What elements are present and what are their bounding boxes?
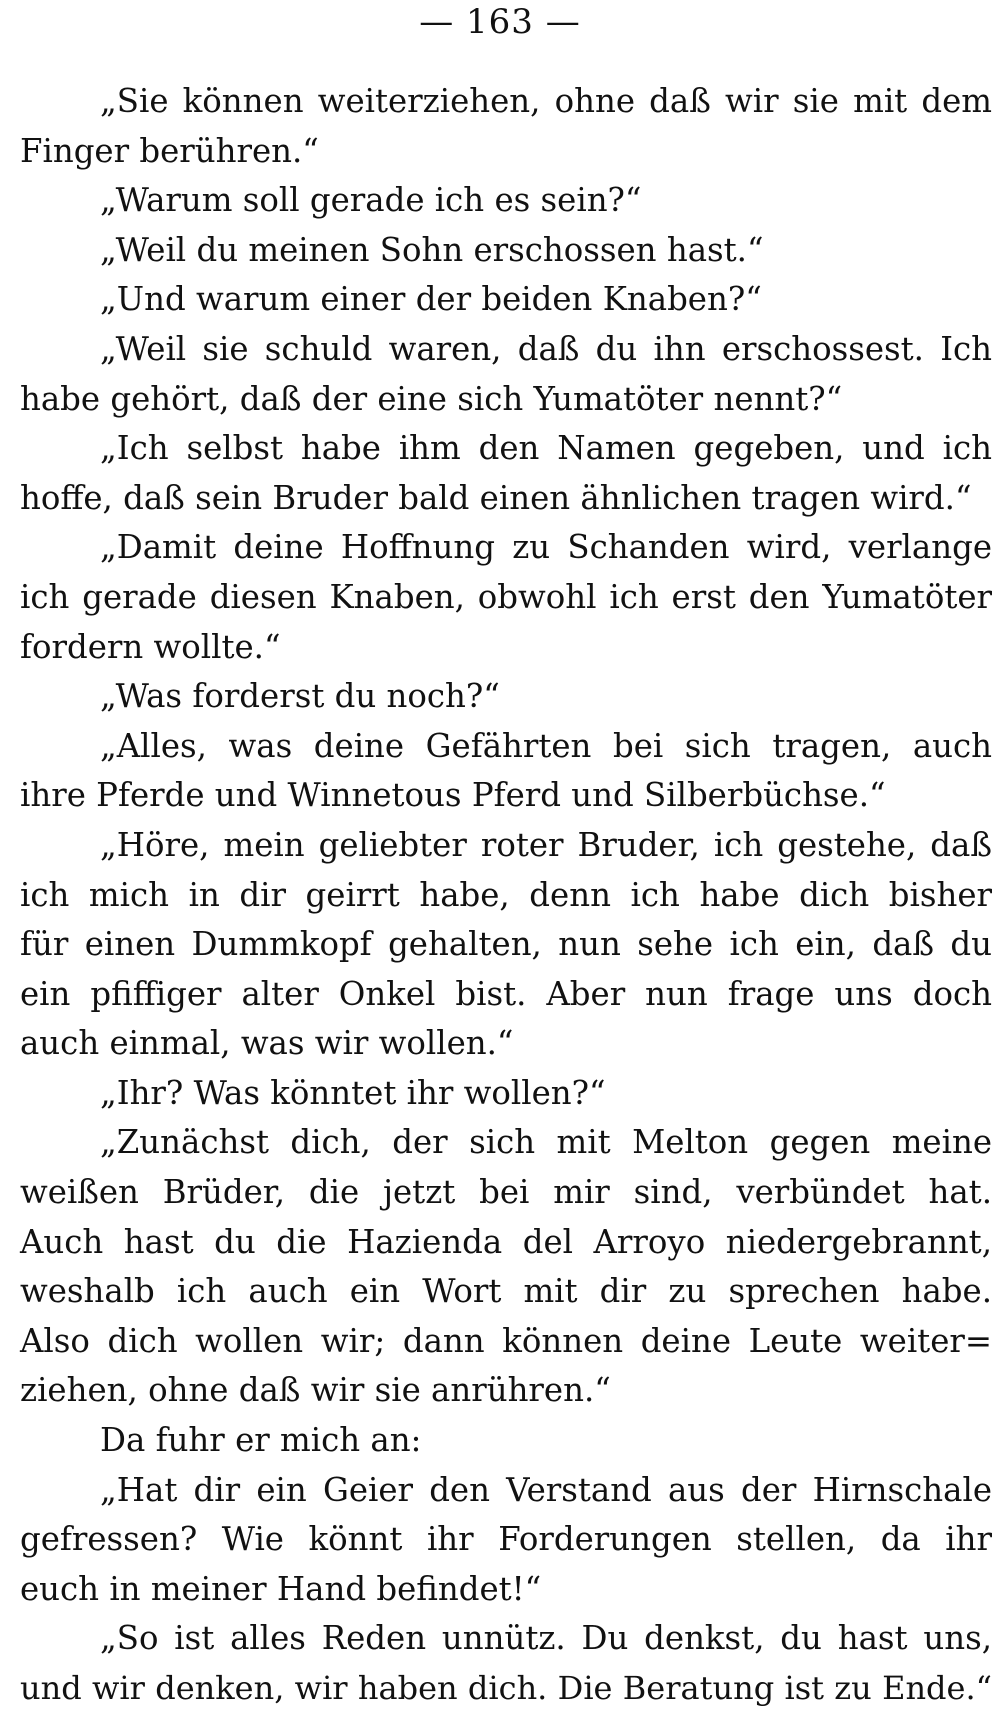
text-line: „Warum soll gerade ich es sein?“ [100,181,642,220]
text-line: Finger berühren.“ [20,131,319,170]
text-line: fordern wollte.“ [20,627,281,666]
text-line: ein pfiffiger alter Onkel bist. Aber nun frage uns doch [20,974,992,1013]
text-line: „Damit deine Hoffnung zu Schanden wird, verlange [100,528,992,567]
text-line: ich mich in dir geirrt habe, denn ich habe dich bisher [20,875,992,914]
text-line: auch einmal, was wir wollen.“ [20,1024,514,1063]
text-line: „Sie können weiterziehen, ohne daß wir sie mit dem [100,82,992,120]
text-line: Auch hast du die Hazienda del Arroyo niedergebrannt, [20,1222,992,1261]
text-line: für einen Dummkopf gehalten, nun sehe ich ein, daß du [20,925,992,964]
text-line: euch in meiner Hand befindet!“ [20,1569,542,1608]
text-line: habe gehört, daß der eine sich Yumatöter nennt?“ [20,379,843,418]
text-line: „Alles, was deine Gefährten bei sich tragen, auch [100,726,992,765]
text-line: ihre Pferde und Winnetous Pferd und Silberbüchse.“ [20,776,886,815]
text-line: hoffe, daß sein Bruder bald einen ähnlichen tragen wird.“ [20,478,972,517]
text-line: gefressen? Wie könnt ihr Forderungen stellen, da ihr [20,1520,992,1559]
text-line: Da fuhr er mich an: [100,1421,422,1460]
text-line: Also dich wollen wir; dann können deine Leute weiter= [20,1321,992,1360]
text-line: „Was forderst du noch?“ [100,677,500,716]
text-line: weshalb ich auch ein Wort mit dir zu sprechen habe. [20,1272,992,1311]
text-line: weißen Brüder, die jetzt bei mir sind, verbündet hat. [20,1173,992,1212]
text-line: ich gerade diesen Knaben, obwohl ich erst den Yumatöter [20,577,992,616]
body-text [20,77,992,1714]
text-line: „Weil sie schuld waren, daß du ihn erschossest. Ich [100,329,992,368]
text-line: „Hat dir ein Geier den Verstand aus der Hirnschale [100,1470,992,1509]
page-number-header: — 163 — [419,2,581,42]
text-line: „Höre, mein geliebter roter Bruder, ich gestehe, daß [100,825,992,864]
text-line: „Und warum einer der beiden Knaben?“ [100,280,762,319]
text-line: „So ist alles Reden unnütz. Du denkst, du hast uns, [100,1619,992,1658]
text-line: „Zunächst dich, der sich mit Melton gegen meine [100,1123,992,1162]
text-line: „Ich selbst habe ihm den Namen gegeben, und ich [100,429,992,468]
text-line: und wir denken, wir haben dich. Die Beratung ist zu Ende.“ [20,1669,992,1707]
text-line: ziehen, ohne daß wir sie anrühren.“ [20,1371,611,1410]
text-line: „Ihr? Was könntet ihr wollen?“ [100,1073,606,1112]
text-line: „Weil du meinen Sohn erschossen hast.“ [100,230,764,269]
